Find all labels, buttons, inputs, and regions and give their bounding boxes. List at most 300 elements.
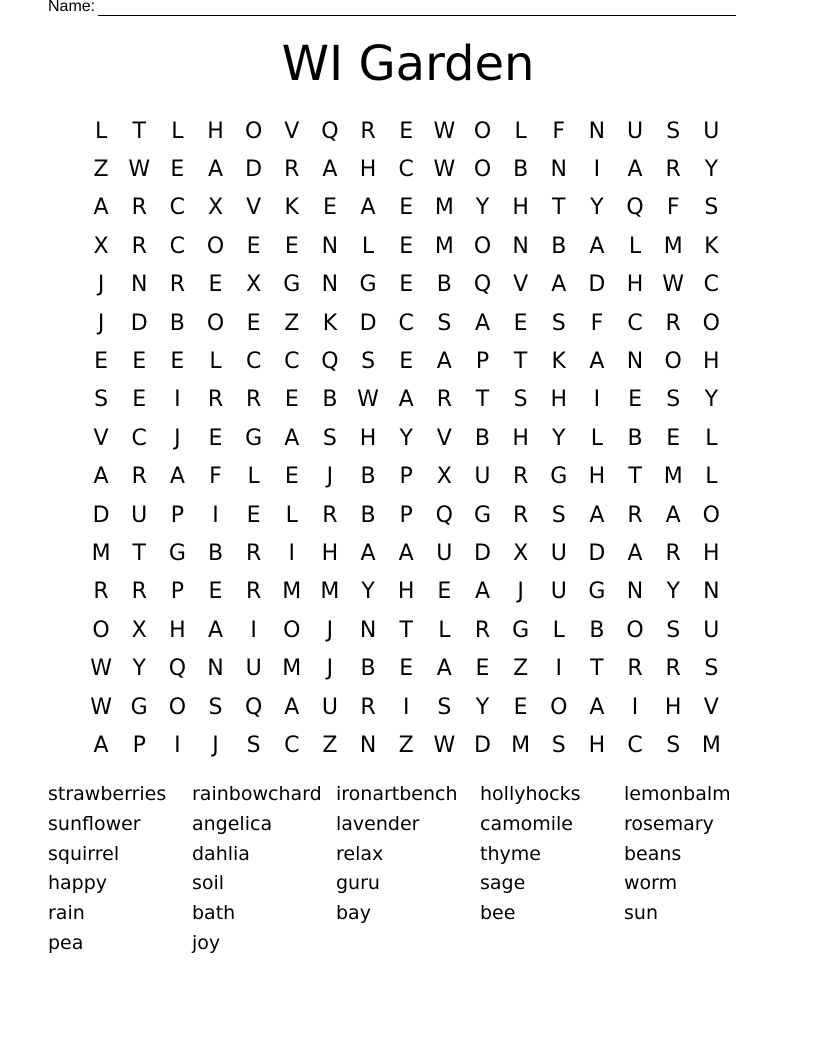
grid-letter: Y xyxy=(552,425,566,451)
word-list-item: lavender xyxy=(336,812,420,835)
grid-letter: T xyxy=(132,118,146,144)
grid-letter: N xyxy=(321,272,339,298)
grid-letter: O xyxy=(473,157,492,183)
grid-letter: S xyxy=(666,118,681,144)
grid-letter: L xyxy=(247,464,260,490)
grid-letter: T xyxy=(628,464,642,490)
grid-letter: P xyxy=(170,579,184,605)
grid-letter: Q xyxy=(626,195,644,221)
grid-row xyxy=(82,189,730,227)
grid-letter: R xyxy=(245,540,262,566)
grid-letter: U xyxy=(550,579,567,605)
grid-letter: F xyxy=(666,195,680,221)
grid-letter: M xyxy=(511,732,531,758)
grid-row xyxy=(82,496,730,534)
grid-letter: O xyxy=(206,233,225,259)
grid-row xyxy=(82,534,730,572)
grid-letter: E xyxy=(284,387,299,413)
grid-letter: R xyxy=(169,272,185,298)
grid-letter: T xyxy=(132,540,146,566)
grid-letter: U xyxy=(550,540,567,566)
grid-letter: O xyxy=(664,349,682,375)
grid-letter: R xyxy=(245,579,262,605)
grid-letter: T xyxy=(552,195,566,221)
grid-letter: Q xyxy=(321,349,339,375)
grid-letter: P xyxy=(399,464,413,490)
word-list-item: thyme xyxy=(480,842,541,865)
word-list-item: guru xyxy=(336,872,380,895)
grid-letter: B xyxy=(360,656,376,682)
grid-letter: M xyxy=(701,732,721,758)
word-list-item: relax xyxy=(336,842,384,865)
grid-letter: R xyxy=(360,694,376,720)
grid-letter: H xyxy=(207,118,224,144)
grid-letter: E xyxy=(666,425,681,451)
grid-letter: R xyxy=(627,502,643,528)
grid-letter: Y xyxy=(399,425,413,451)
page-title: WI Garden xyxy=(281,36,535,92)
grid-letter: Y xyxy=(590,195,604,221)
grid-letter: E xyxy=(94,349,109,375)
grid-letter: S xyxy=(551,310,566,336)
grid-letter: B xyxy=(551,233,567,259)
grid-letter: J xyxy=(97,310,105,336)
grid-letter: A xyxy=(360,540,376,566)
grid-letter: E xyxy=(284,464,299,490)
grid-letter: J xyxy=(212,732,219,758)
grid-letter: M xyxy=(91,540,111,566)
grid-letter: L xyxy=(628,233,642,259)
grid-letter: T xyxy=(590,656,604,682)
grid-letter: A xyxy=(589,349,605,375)
grid-letter: H xyxy=(169,617,186,643)
grid-letter: P xyxy=(475,349,490,375)
grid-letter: E xyxy=(132,387,147,413)
name-field xyxy=(48,0,736,16)
grid-letter: A xyxy=(169,464,185,490)
grid-letter: A xyxy=(93,732,109,758)
word-list-item: sunflower xyxy=(48,812,141,835)
grid-letter: R xyxy=(131,464,147,490)
grid-letter: G xyxy=(245,425,263,451)
grid-letter: L xyxy=(209,349,222,375)
grid-letter: A xyxy=(627,157,643,183)
grid-letter: R xyxy=(93,579,109,605)
grid-letter: O xyxy=(702,502,720,528)
grid-letter: R xyxy=(512,502,529,528)
grid-letter: G xyxy=(588,579,606,605)
grid-letter: F xyxy=(552,118,566,144)
grid-letter: M xyxy=(663,233,683,259)
name-label: Name: xyxy=(48,0,96,15)
grid-letter: D xyxy=(474,540,491,566)
grid-letter: V xyxy=(284,118,300,144)
grid-letter: A xyxy=(93,464,109,490)
grid-letter: R xyxy=(284,157,300,183)
grid-letter: S xyxy=(208,694,223,720)
grid-letter: B xyxy=(169,310,185,336)
grid-letter: A xyxy=(589,233,605,259)
word-list-item: bee xyxy=(480,902,516,925)
grid-letter: E xyxy=(246,502,261,528)
grid-letter: M xyxy=(663,464,683,490)
grid-letter: D xyxy=(130,310,148,336)
grid-letter: I xyxy=(288,540,296,566)
grid-letter: S xyxy=(322,425,337,451)
name-line xyxy=(98,0,736,16)
word-list-item: worm xyxy=(624,872,678,895)
grid-letter: R xyxy=(474,617,491,643)
grid-letter: N xyxy=(626,349,644,375)
grid-letter: K xyxy=(322,310,338,336)
word-list-item: squirrel xyxy=(48,842,120,865)
grid-letter: C xyxy=(169,195,186,221)
grid-letter: R xyxy=(627,656,643,682)
grid-letter: R xyxy=(665,157,681,183)
grid-letter: R xyxy=(665,540,681,566)
grid-row xyxy=(82,726,730,764)
grid-letter: A xyxy=(589,502,605,528)
grid-letter: Y xyxy=(704,157,719,183)
grid-letter: E xyxy=(208,272,223,298)
grid-letter: E xyxy=(246,233,261,259)
grid-letter: R xyxy=(322,502,338,528)
grid-letter: P xyxy=(170,502,184,528)
word-list-item: soil xyxy=(192,872,225,895)
grid-letter: X xyxy=(93,233,109,259)
grid-letter: O xyxy=(92,617,110,643)
grid-letter: J xyxy=(326,617,334,643)
grid-letter: U xyxy=(474,464,491,490)
word-list-item: rosemary xyxy=(624,812,714,835)
grid-letter: S xyxy=(666,617,681,643)
grid-letter: N xyxy=(626,579,644,605)
grid-letter: S xyxy=(551,732,566,758)
word-list-item: sage xyxy=(480,872,526,895)
grid-letter: A xyxy=(474,310,490,336)
grid-letter: E xyxy=(322,195,337,221)
grid-letter: I xyxy=(250,617,257,643)
grid-letter: O xyxy=(626,617,644,643)
grid-letter: G xyxy=(130,694,148,720)
grid-letter: A xyxy=(474,579,490,605)
grid-letter: W xyxy=(662,272,685,298)
grid-letter: J xyxy=(174,425,181,451)
grid-letter: N xyxy=(703,579,720,605)
grid-row xyxy=(82,342,730,380)
grid-letter: Q xyxy=(321,118,339,144)
grid-letter: I xyxy=(174,732,181,758)
grid-letter: X xyxy=(513,540,529,566)
word-list-item: rain xyxy=(48,902,85,925)
grid-letter: J xyxy=(517,579,524,605)
grid-letter: H xyxy=(703,540,720,566)
grid-letter: U xyxy=(436,540,453,566)
grid-letter: L xyxy=(285,502,298,528)
grid-letter: U xyxy=(321,694,338,720)
grid-letter: E xyxy=(399,656,414,682)
grid-letter: V xyxy=(436,425,452,451)
grid-letter: R xyxy=(512,464,529,490)
grid-letter: I xyxy=(593,387,601,413)
grid-letter: C xyxy=(131,425,147,451)
letter-grid xyxy=(82,112,730,765)
grid-letter: E xyxy=(246,310,261,336)
grid-letter: I xyxy=(174,387,181,413)
grid-letter: U xyxy=(131,502,148,528)
grid-letter: V xyxy=(93,425,109,451)
grid-letter: A xyxy=(360,195,376,221)
grid-letter: S xyxy=(361,349,376,375)
grid-letter: C xyxy=(703,272,719,298)
grid-letter: A xyxy=(322,157,338,183)
grid-row xyxy=(82,266,730,304)
grid-letter: N xyxy=(550,157,567,183)
grid-letter: U xyxy=(703,617,720,643)
grid-letter: G xyxy=(473,502,491,528)
grid-letter: U xyxy=(245,656,262,682)
grid-letter: C xyxy=(398,310,414,336)
grid-letter: B xyxy=(360,464,376,490)
word-list-item: joy xyxy=(192,931,221,954)
word-list-item: strawberries xyxy=(48,783,167,805)
grid-letter: F xyxy=(209,464,222,490)
grid-letter: A xyxy=(398,387,414,413)
grid-letter: H xyxy=(626,272,644,298)
grid-letter: Z xyxy=(513,656,529,682)
grid-letter: D xyxy=(588,540,606,566)
grid-letter: C xyxy=(284,732,300,758)
grid-letter: G xyxy=(283,272,301,298)
grid-row xyxy=(82,649,730,687)
grid-letter: H xyxy=(550,387,568,413)
word-list-item: dahlia xyxy=(192,842,250,865)
grid-letter: C xyxy=(627,310,643,336)
grid-letter: W xyxy=(433,732,456,758)
word-list-item: bay xyxy=(336,902,371,925)
grid-letter: Z xyxy=(284,310,300,336)
grid-letter: R xyxy=(436,387,452,413)
grid-letter: I xyxy=(402,694,410,720)
grid-letter: R xyxy=(360,118,376,144)
grid-letter: L xyxy=(171,118,184,144)
grid-letter: E xyxy=(399,118,414,144)
grid-row xyxy=(82,304,730,342)
grid-letter: N xyxy=(512,233,529,259)
word-list-item: happy xyxy=(48,872,108,895)
grid-letter: I xyxy=(593,157,601,183)
grid-letter: Q xyxy=(244,694,263,720)
grid-letter: B xyxy=(360,502,376,528)
grid-letter: C xyxy=(627,732,643,758)
grid-row xyxy=(82,419,730,457)
grid-row xyxy=(82,381,730,419)
grid-letter: Y xyxy=(361,579,375,605)
grid-letter: P xyxy=(132,732,146,758)
grid-letter: V xyxy=(513,272,529,298)
grid-letter: D xyxy=(245,157,263,183)
grid-letter: A xyxy=(284,425,300,451)
grid-row xyxy=(82,227,730,265)
grid-row xyxy=(82,150,730,188)
grid-letter: Q xyxy=(435,502,453,528)
grid-letter: O xyxy=(168,694,187,720)
grid-letter: O xyxy=(244,118,263,144)
word-list-item: lemonbalm xyxy=(624,783,731,805)
grid-letter: S xyxy=(437,694,452,720)
grid-letter: X xyxy=(246,272,262,298)
grid-letter: W xyxy=(433,157,456,183)
grid-letter: Y xyxy=(704,387,719,413)
grid-letter: Y xyxy=(475,195,490,221)
grid-letter: Q xyxy=(473,272,492,298)
grid-letter: M xyxy=(434,195,454,221)
grid-letter: N xyxy=(588,118,606,144)
grid-letter: R xyxy=(131,579,147,605)
grid-letter: Y xyxy=(666,579,680,605)
word-list-item: beans xyxy=(624,842,682,865)
grid-letter: E xyxy=(399,233,414,259)
grid-letter: R xyxy=(665,656,681,682)
grid-letter: L xyxy=(94,118,108,144)
grid-letter: D xyxy=(474,732,491,758)
grid-letter: A xyxy=(436,349,452,375)
grid-letter: H xyxy=(512,195,529,221)
grid-letter: V xyxy=(703,694,719,720)
grid-letter: H xyxy=(664,694,682,720)
grid-letter: W xyxy=(128,157,151,183)
grid-letter: G xyxy=(168,540,186,566)
grid-letter: E xyxy=(437,579,452,605)
grid-row xyxy=(82,112,730,150)
grid-letter: I xyxy=(555,656,562,682)
grid-letter: H xyxy=(703,349,720,375)
grid-letter: E xyxy=(475,656,490,682)
grid-letter: O xyxy=(206,310,225,336)
word-list xyxy=(48,780,768,959)
word-list-item: rainbowchard xyxy=(192,783,322,805)
grid-row xyxy=(82,611,730,649)
grid-letter: B xyxy=(513,157,529,183)
grid-letter: E xyxy=(208,425,223,451)
grid-letter: E xyxy=(399,349,414,375)
grid-letter: H xyxy=(512,425,529,451)
grid-letter: N xyxy=(321,233,339,259)
grid-letter: H xyxy=(359,425,377,451)
grid-letter: E xyxy=(284,233,299,259)
grid-letter: X xyxy=(131,617,147,643)
grid-letter: H xyxy=(397,579,415,605)
grid-letter: X xyxy=(436,464,452,490)
grid-letter: S xyxy=(437,310,452,336)
grid-letter: L xyxy=(438,617,451,643)
grid-letter: A xyxy=(436,656,452,682)
grid-letter: L xyxy=(705,425,718,451)
grid-letter: R xyxy=(245,387,262,413)
grid-letter: N xyxy=(130,272,148,298)
grid-letter: V xyxy=(246,195,262,221)
grid-letter: Z xyxy=(93,157,109,183)
grid-letter: A xyxy=(589,694,605,720)
grid-letter: Z xyxy=(398,732,414,758)
grid-letter: C xyxy=(169,233,186,259)
grid-letter: M xyxy=(320,579,340,605)
grid-letter: H xyxy=(359,157,377,183)
grid-letter: S xyxy=(513,387,528,413)
grid-letter: T xyxy=(399,617,413,643)
grid-letter: T xyxy=(513,349,528,375)
grid-letter: Y xyxy=(132,656,146,682)
word-list-item: camomile xyxy=(480,812,573,835)
grid-letter: S xyxy=(704,195,719,221)
grid-letter: B xyxy=(627,425,643,451)
grid-letter: J xyxy=(326,464,334,490)
grid-letter: P xyxy=(399,502,413,528)
grid-letter: Q xyxy=(168,656,187,682)
grid-letter: L xyxy=(705,464,718,490)
grid-letter: U xyxy=(703,118,720,144)
grid-letter: A xyxy=(284,694,300,720)
grid-letter: I xyxy=(212,502,219,528)
grid-letter: G xyxy=(359,272,377,298)
word-list-item: sun xyxy=(624,902,658,925)
grid-letter: K xyxy=(551,349,566,375)
grid-letter: E xyxy=(399,272,414,298)
grid-letter: N xyxy=(207,656,224,682)
grid-letter: W xyxy=(90,694,112,720)
grid-letter: G xyxy=(550,464,568,490)
grid-letter: K xyxy=(704,233,719,259)
word-list-item: bath xyxy=(192,902,236,925)
grid-letter: H xyxy=(588,732,606,758)
grid-letter: A xyxy=(551,272,567,298)
grid-letter: A xyxy=(207,157,224,183)
grid-letter: A xyxy=(398,540,414,566)
grid-letter: D xyxy=(359,310,377,336)
grid-letter: H xyxy=(588,464,606,490)
grid-letter: A xyxy=(207,617,224,643)
grid-letter: E xyxy=(132,349,147,375)
word-list-item: hollyhocks xyxy=(480,783,581,805)
grid-letter: E xyxy=(399,195,414,221)
grid-letter: E xyxy=(170,157,185,183)
grid-letter: R xyxy=(131,195,147,221)
grid-letter: W xyxy=(433,118,456,144)
grid-letter: A xyxy=(93,195,109,221)
grid-letter: E xyxy=(513,310,528,336)
grid-letter: S xyxy=(246,732,261,758)
grid-letter: K xyxy=(284,195,299,221)
grid-letter: E xyxy=(628,387,642,413)
grid-letter: H xyxy=(321,540,339,566)
grid-letter: E xyxy=(208,579,223,605)
grid-row xyxy=(82,458,730,496)
grid-letter: F xyxy=(590,310,604,336)
word-list-item: pea xyxy=(48,931,84,954)
grid-letter: S xyxy=(704,656,719,682)
grid-letter: O xyxy=(283,617,301,643)
grid-letter: B xyxy=(474,425,491,451)
grid-letter: N xyxy=(359,732,377,758)
grid-letter: M xyxy=(282,656,302,682)
grid-letter: M xyxy=(282,579,302,605)
grid-row xyxy=(82,688,730,726)
grid-letter: M xyxy=(434,233,454,259)
grid-letter: B xyxy=(207,540,224,566)
grid-letter: B xyxy=(322,387,338,413)
grid-letter: D xyxy=(92,502,110,528)
grid-letter: E xyxy=(170,349,185,375)
